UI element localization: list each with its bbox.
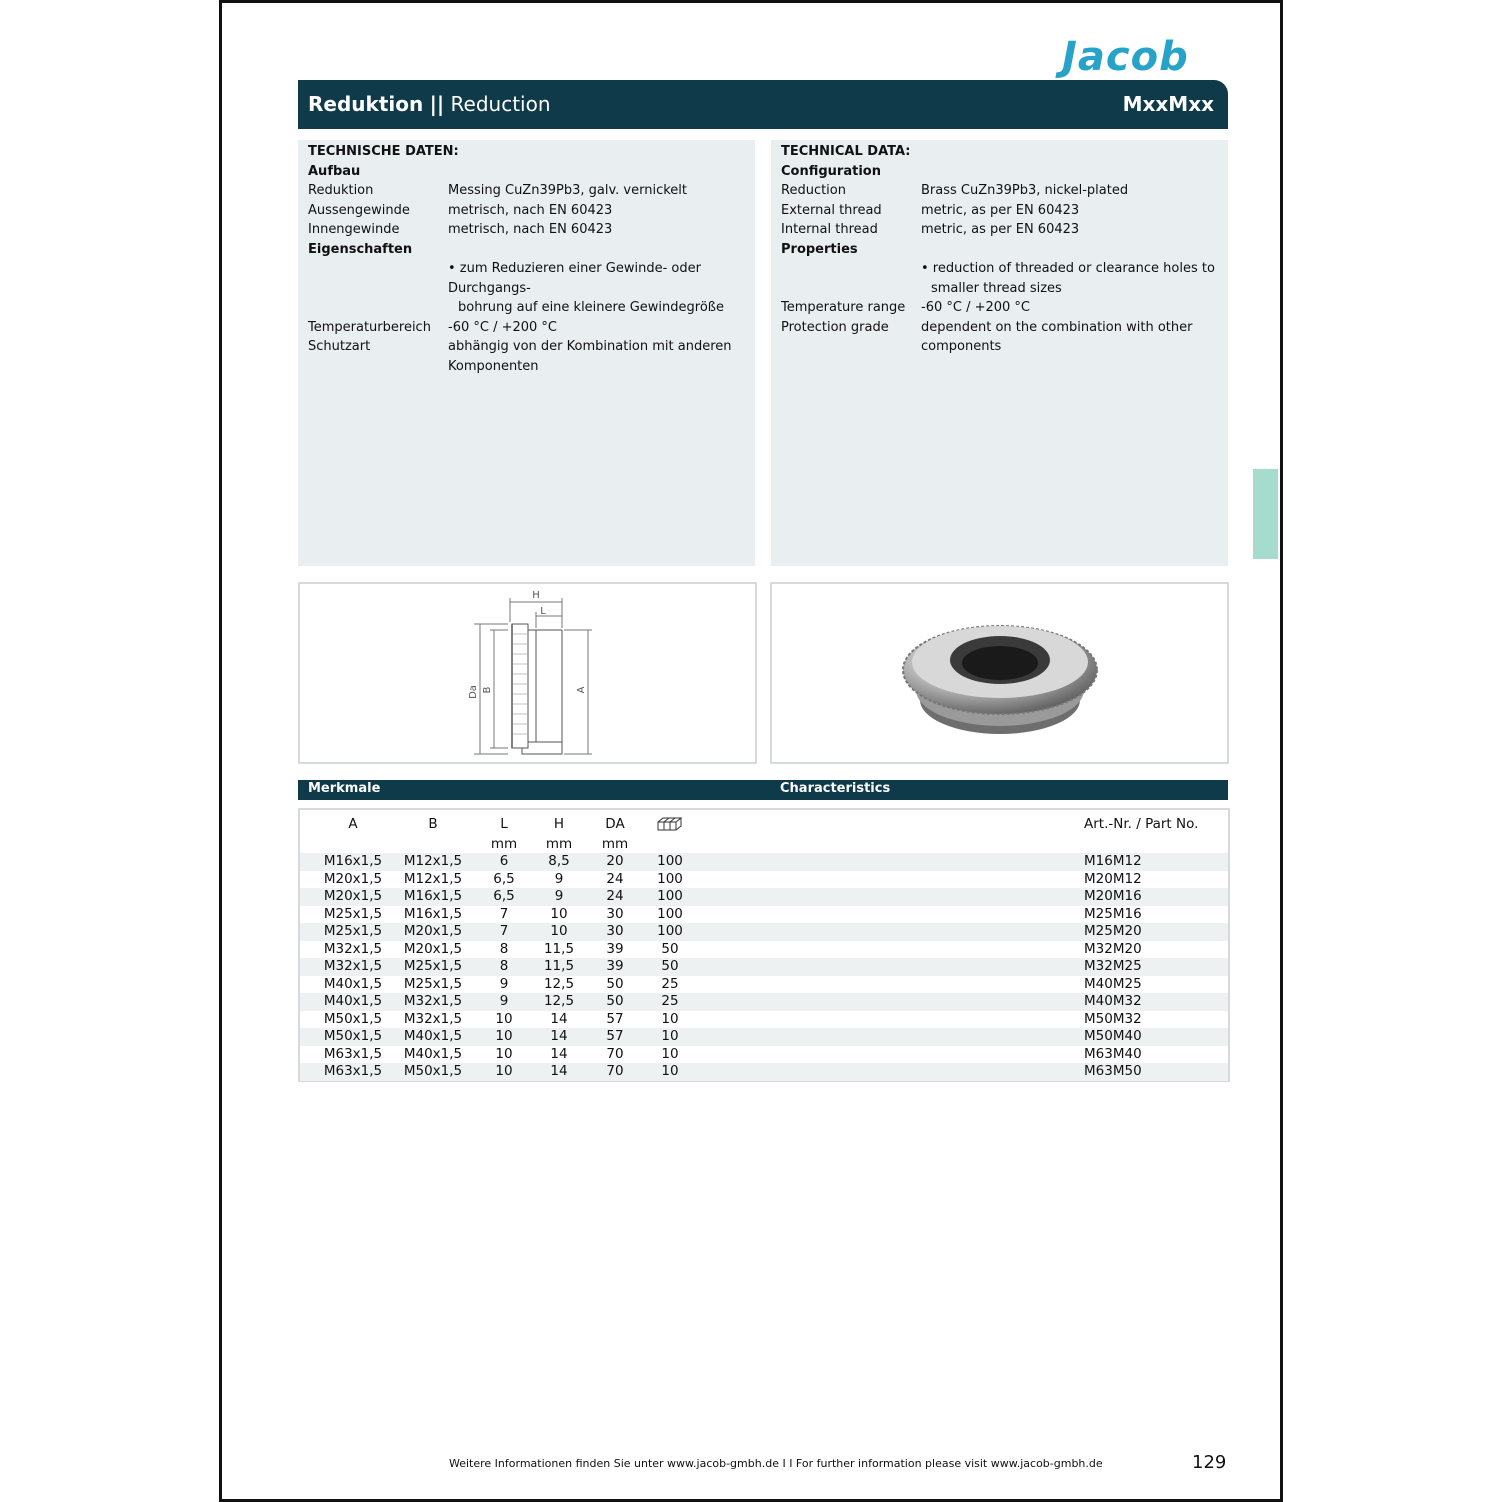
cell-part: M32M20 (1084, 940, 1142, 957)
tech-row (781, 298, 1221, 318)
title-separator: || (429, 92, 445, 116)
tech-data-en (771, 140, 1228, 566)
cell-da: 50 (606, 993, 624, 1009)
tech-label: Internal thread (781, 222, 878, 237)
cell-b: M20x1,5 (403, 923, 463, 939)
cell-l: 10 (495, 1063, 513, 1079)
cell-da: 50 (606, 975, 624, 992)
cell-da: 20 (606, 853, 624, 869)
tech-label: Temperature range (781, 300, 906, 315)
dim-label-b: B (482, 686, 493, 694)
tech-value: Messing CuZn39Pb3, galv. vernickelt (448, 183, 687, 198)
cell-h: 14 (550, 1010, 568, 1027)
jacob-logo: Jacob (1062, 34, 1189, 80)
technical-drawing (298, 582, 757, 764)
page-number: 129 (1192, 1452, 1227, 1473)
dim-label-a: A (576, 686, 587, 694)
tech-value: -60 °C / +200 °C (921, 300, 1031, 315)
tech-row (308, 337, 748, 357)
cell-l: 7 (499, 905, 509, 922)
tech-label: External thread (781, 202, 882, 218)
cell-pack: 100 (657, 923, 683, 939)
cell-h: 10 (550, 923, 568, 939)
dim-label-l: L (540, 606, 546, 617)
cell-da: 24 (606, 888, 624, 904)
cell-a: M25x1,5 (323, 923, 383, 939)
cell-l: 8 (499, 940, 509, 957)
cell-pack: 100 (657, 905, 683, 922)
cell-pack: 25 (661, 975, 679, 992)
product-code: MxxMxx (1122, 92, 1214, 116)
table-row (300, 958, 1228, 976)
col-header-da: DA (605, 816, 625, 832)
cell-pack: 25 (661, 993, 679, 1009)
cell-l: 9 (499, 993, 509, 1009)
section-heading: Properties (781, 241, 858, 257)
cell-a: M63x1,5 (323, 1045, 383, 1062)
section-heading: Aufbau (308, 163, 361, 179)
tech-value: metrisch, nach EN 60423 (448, 222, 613, 237)
cell-b: M40x1,5 (403, 1045, 463, 1062)
cell-h: 12,5 (543, 993, 575, 1009)
cell-pack: 100 (657, 853, 683, 869)
cell-a: M40x1,5 (323, 975, 383, 992)
cell-h: 14 (550, 1045, 568, 1062)
section-heading: Configuration (781, 163, 881, 179)
unit-h: mm (545, 836, 573, 852)
cell-h: 8,5 (548, 853, 570, 869)
cell-da: 39 (606, 940, 624, 957)
cell-da: 24 (606, 870, 624, 887)
characteristics-bar (298, 780, 1228, 800)
cell-part: M25M20 (1084, 923, 1142, 939)
table-row (300, 923, 1228, 941)
tech-row (781, 220, 1221, 240)
cell-h: 14 (550, 1028, 568, 1044)
package-icon (644, 816, 696, 834)
cell-pack: 10 (661, 1028, 679, 1044)
cell-da: 39 (606, 958, 624, 974)
cell-b: M50x1,5 (403, 1063, 463, 1079)
tech-heading: TECHNICAL DATA: (781, 144, 911, 159)
cell-b: M12x1,5 (403, 853, 463, 869)
header-bar (298, 80, 1228, 129)
bullet-item (781, 259, 1221, 298)
cell-part: M50M32 (1084, 1010, 1142, 1027)
col-header-a: A (348, 816, 358, 832)
cell-da: 30 (606, 905, 624, 922)
cell-a: M32x1,5 (323, 958, 383, 974)
cell-l: 9 (499, 975, 509, 992)
tech-row (781, 201, 1221, 221)
cell-l: 10 (495, 1010, 513, 1027)
tech-label: Temperaturbereich (308, 319, 431, 335)
cell-h: 9 (554, 870, 564, 887)
tech-label: Protection grade (781, 319, 889, 335)
table-row (300, 1011, 1228, 1029)
cell-h: 14 (550, 1063, 568, 1079)
product-photo-svg (772, 584, 1227, 762)
cell-l: 7 (499, 923, 509, 939)
cell-part: M50M40 (1084, 1028, 1142, 1044)
tech-value: metric, as per EN 60423 (921, 202, 1080, 218)
cell-l: 10 (495, 1045, 513, 1062)
cell-pack: 10 (661, 1063, 679, 1079)
tech-row (781, 318, 1221, 338)
tech-label: Innengewinde (308, 222, 400, 237)
tech-row (308, 201, 748, 221)
cell-pack: 50 (661, 940, 679, 957)
cell-part: M20M12 (1084, 870, 1142, 887)
cell-da: 70 (606, 1045, 624, 1062)
tech-value: Brass CuZn39Pb3, nickel-plated (921, 183, 1129, 198)
tech-data-de (298, 140, 755, 566)
col-header-h: H (553, 816, 565, 832)
tech-row (308, 220, 748, 240)
tech-label: Aussengewinde (308, 202, 410, 218)
cell-b: M32x1,5 (403, 993, 463, 1009)
cell-l: 6 (499, 853, 509, 869)
page-title (308, 92, 551, 116)
cell-h: 9 (554, 888, 564, 904)
title-en: Reduction (450, 92, 551, 116)
tech-label: Schutzart (308, 339, 371, 354)
bullet-text-cont: bohrung auf eine kleinere Gewindegröße (458, 300, 724, 315)
title-de: Reduktion (308, 92, 424, 116)
cell-b: M16x1,5 (403, 905, 463, 922)
cell-l: 6,5 (493, 870, 515, 887)
tech-row (308, 181, 748, 201)
tech-value: dependent on the combination with other (921, 319, 1193, 335)
side-tab (1253, 469, 1278, 559)
cell-da: 57 (606, 1010, 624, 1027)
cell-b: M16x1,5 (403, 888, 463, 904)
cell-h: 11,5 (543, 958, 575, 974)
dim-label-h: H (532, 590, 540, 601)
tech-value: abhängig von der Kombination mit anderen (448, 339, 732, 354)
table-row (300, 906, 1228, 924)
cell-b: M12x1,5 (403, 870, 463, 887)
tech-label: Reduktion (308, 183, 374, 198)
cell-b: M25x1,5 (403, 975, 463, 992)
bullet-text: • zum Reduzieren einer Gewinde- oder Durchgangs- (448, 261, 701, 296)
cell-b: M20x1,5 (403, 940, 463, 957)
cell-a: M20x1,5 (323, 888, 383, 904)
tech-row (308, 318, 748, 338)
tech-value: metrisch, nach EN 60423 (448, 202, 613, 218)
cell-pack: 100 (657, 888, 683, 904)
value-continuation: components (921, 339, 1002, 354)
cell-b: M40x1,5 (403, 1028, 463, 1044)
characteristics-en: Characteristics (780, 781, 891, 796)
cell-a: M16x1,5 (323, 853, 383, 869)
cell-pack: 100 (657, 870, 683, 887)
cell-l: 6,5 (493, 888, 515, 904)
cell-part: M40M32 (1084, 993, 1142, 1009)
cell-da: 57 (606, 1028, 624, 1044)
cell-a: M50x1,5 (323, 1010, 383, 1027)
tech-value: -60 °C / +200 °C (448, 319, 558, 335)
cell-part: M63M50 (1084, 1063, 1142, 1079)
cell-pack: 10 (661, 1045, 679, 1062)
cell-b: M32x1,5 (403, 1010, 463, 1027)
cell-a: M25x1,5 (323, 905, 383, 922)
cell-part: M25M16 (1084, 905, 1142, 922)
table-row (300, 1046, 1228, 1064)
table-units-row (300, 836, 1228, 854)
cell-h: 10 (550, 905, 568, 922)
cell-l: 8 (499, 958, 509, 974)
table-row (300, 871, 1228, 889)
cell-a: M63x1,5 (323, 1063, 383, 1079)
bullet-text-cont: smaller thread sizes (931, 280, 1062, 296)
cell-h: 11,5 (543, 940, 575, 957)
cell-part: M20M16 (1084, 888, 1142, 904)
bullet-text: • reduction of threaded or clearance holes to (921, 261, 1215, 276)
cell-l: 10 (495, 1028, 513, 1044)
table-row (300, 993, 1228, 1011)
value-continuation: Komponenten (448, 358, 539, 374)
cell-h: 12,5 (543, 975, 575, 992)
product-table (298, 808, 1230, 1082)
section-heading: Eigenschaften (308, 241, 413, 257)
tech-heading: TECHNISCHE DATEN: (308, 144, 459, 159)
tech-value: metric, as per EN 60423 (921, 222, 1080, 237)
cell-a: M32x1,5 (323, 940, 383, 957)
tech-label: Reduction (781, 183, 846, 198)
cell-part: M16M12 (1084, 853, 1142, 869)
characteristics-de: Merkmale (308, 781, 381, 796)
cell-da: 30 (606, 923, 624, 939)
cell-da: 70 (606, 1063, 624, 1079)
unit-l: mm (490, 836, 518, 852)
table-row (300, 1063, 1228, 1081)
table-header-row (300, 816, 1228, 834)
tech-row (781, 181, 1221, 201)
drawing-svg (300, 584, 755, 762)
table-row (300, 888, 1228, 906)
col-header-b: B (428, 816, 438, 832)
cell-pack: 10 (661, 1010, 679, 1027)
cell-part: M63M40 (1084, 1045, 1142, 1062)
cell-b: M25x1,5 (403, 958, 463, 974)
footer-text: Weitere Informationen finden Sie unter www.jacob-gmbh.de I I For further information please visit www.jacob-gmbh.de (449, 1457, 1103, 1470)
bullet-item (308, 259, 748, 318)
cell-a: M40x1,5 (323, 993, 383, 1009)
unit-da: mm (601, 836, 629, 852)
col-header-part-no: Art.-Nr. / Part No. (1084, 816, 1199, 832)
table-row (300, 976, 1228, 994)
col-header-l: L (500, 816, 508, 832)
product-photo (770, 582, 1229, 764)
dim-label-da: Da (468, 685, 479, 699)
cell-part: M32M25 (1084, 958, 1142, 974)
table-row (300, 1028, 1228, 1046)
cell-pack: 50 (661, 958, 679, 974)
cell-part: M40M25 (1084, 975, 1142, 992)
table-row (300, 941, 1228, 959)
cell-a: M20x1,5 (323, 870, 383, 887)
cell-a: M50x1,5 (323, 1028, 383, 1044)
table-row (300, 853, 1228, 871)
